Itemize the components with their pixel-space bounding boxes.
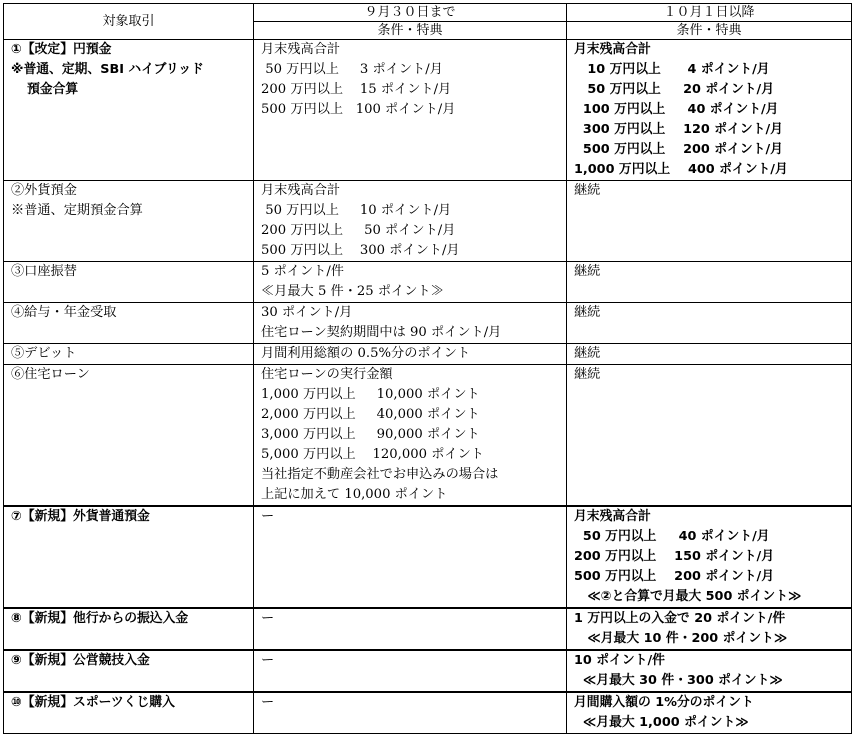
row-after-cell <box>567 608 852 650</box>
cell-line: 300 万円以上 120 ポイント/月 <box>574 122 783 137</box>
header-after-date: １０月１日以降 <box>567 4 852 22</box>
cell-line: ー <box>261 509 275 524</box>
cell-line: 30 ポイント/月 <box>261 305 353 320</box>
cell-line: 月間購入額の 1%分のポイント <box>574 695 754 710</box>
table-row <box>4 303 852 344</box>
header-row-top <box>4 4 852 22</box>
cell-line: ③口座振替 <box>11 264 77 279</box>
row-target-cell <box>4 40 254 181</box>
row-target-cell <box>4 365 254 507</box>
cell-line: 50 万円以上 10 ポイント/月 <box>261 203 452 218</box>
cell-line: ⑨【新規】公営競技入金 <box>11 653 150 668</box>
cell-line: 継続 <box>574 367 601 382</box>
cell-line: ⑥住宅ローン <box>11 367 90 382</box>
cell-line: 月末残高合計 <box>574 42 651 57</box>
cell-line: ≪月最大 10 件・200 ポイント≫ <box>574 631 788 646</box>
cell-line: 3,000 万円以上 90,000 ポイント <box>261 427 480 442</box>
cell-line: 1 万円以上の入金で 20 ポイント/件 <box>574 611 786 626</box>
table-row <box>4 506 852 608</box>
header-before-date: ９月３０日まで <box>254 4 567 22</box>
cell-line: ⑧【新規】他行からの振込入金 <box>11 611 189 626</box>
cell-line: 継続 <box>574 183 601 198</box>
cell-line: 500 万円以上 100 ポイント/月 <box>261 102 456 117</box>
cell-line: 500 万円以上 200 ポイント/月 <box>574 569 775 584</box>
cell-line: 継続 <box>574 346 601 361</box>
cell-line: 住宅ローン契約期間中は 90 ポイント/月 <box>261 325 502 340</box>
cell-line: ⑦【新規】外貨普通預金 <box>11 509 150 524</box>
row-after-cell <box>567 650 852 692</box>
cell-line: ⑩【新規】スポーツくじ購入 <box>11 695 175 710</box>
cell-line: 500 万円以上 200 ポイント/月 <box>574 142 783 157</box>
header-before-sub: 条件・特典 <box>254 22 567 40</box>
cell-line: ④給与・年金受取 <box>11 305 117 320</box>
row-after-cell <box>567 40 852 181</box>
comparison-table <box>3 3 852 734</box>
row-after-cell <box>567 181 852 262</box>
cell-line: 月末残高合計 <box>261 42 341 57</box>
cell-line: 2,000 万円以上 40,000 ポイント <box>261 407 480 422</box>
cell-line: 住宅ローンの実行金額 <box>261 367 393 382</box>
row-before-cell <box>254 303 567 344</box>
cell-line: ー <box>261 611 275 626</box>
row-before-cell <box>254 181 567 262</box>
cell-line: ≪月最大 1,000 ポイント≫ <box>574 715 749 730</box>
cell-line: ≪月最大 30 件・300 ポイント≫ <box>574 673 783 688</box>
table-row <box>4 181 852 262</box>
row-after-cell <box>567 692 852 734</box>
cell-line: ⑤デビット <box>11 346 77 361</box>
table-row <box>4 40 852 181</box>
cell-line: 当社指定不動産会社でお申込みの場合は <box>261 467 499 482</box>
cell-line: ≪月最大 5 件・25 ポイント≫ <box>261 284 444 299</box>
table-row <box>4 650 852 692</box>
cell-line: 上記に加えて 10,000 ポイント <box>261 487 448 502</box>
cell-line: 月末残高合計 <box>261 183 341 198</box>
cell-line: ※普通、定期、SBI ハイブリッド <box>11 62 204 77</box>
cell-line: ※普通、定期預金合算 <box>11 203 143 218</box>
cell-line: 200 万円以上 150 ポイント/月 <box>574 549 775 564</box>
row-after-cell <box>567 365 852 507</box>
row-after-cell <box>567 344 852 365</box>
cell-line: ≪②と合算で月最大 500 ポイント≫ <box>574 589 802 604</box>
cell-line: 1,000 万円以上 400 ポイント/月 <box>574 162 788 177</box>
cell-line: 5,000 万円以上 120,000 ポイント <box>261 447 484 462</box>
cell-line: 200 万円以上 50 ポイント/月 <box>261 223 456 238</box>
row-after-cell <box>567 262 852 303</box>
cell-line: 預金合算 <box>27 82 79 97</box>
table-row <box>4 344 852 365</box>
cell-line: 1,000 万円以上 10,000 ポイント <box>261 387 480 402</box>
row-target-cell <box>4 506 254 608</box>
row-target-cell <box>4 262 254 303</box>
cell-line: 継続 <box>574 264 601 279</box>
table-row <box>4 608 852 650</box>
cell-line: 50 万円以上 3 ポイント/月 <box>261 62 443 77</box>
cell-line: 50 万円以上 40 ポイント/月 <box>574 529 770 544</box>
row-after-cell <box>567 506 852 608</box>
row-after-cell <box>567 303 852 344</box>
row-target-cell <box>4 344 254 365</box>
row-target-cell <box>4 650 254 692</box>
cell-line: 100 万円以上 40 ポイント/月 <box>574 102 779 117</box>
cell-line: 500 万円以上 300 ポイント/月 <box>261 243 460 258</box>
cell-line: 継続 <box>574 305 601 320</box>
row-before-cell <box>254 262 567 303</box>
cell-line: ①【改定】円預金 <box>11 42 112 57</box>
cell-line: ー <box>261 695 275 710</box>
row-before-cell <box>254 40 567 181</box>
header-after-sub: 条件・特典 <box>567 22 852 40</box>
cell-line: ②外貨預金 <box>11 183 77 198</box>
table-row <box>4 692 852 734</box>
row-target-cell <box>4 303 254 344</box>
row-before-cell <box>254 692 567 734</box>
cell-line: 5 ポイント/件 <box>261 264 344 279</box>
cell-line: 月末残高合計 <box>574 509 651 524</box>
header-target: 対象取引 <box>4 4 254 40</box>
table-row <box>4 262 852 303</box>
row-before-cell <box>254 650 567 692</box>
row-before-cell <box>254 365 567 507</box>
row-before-cell <box>254 608 567 650</box>
cell-line: ー <box>261 653 275 668</box>
cell-line: 月間利用総額の 0.5%分のポイント <box>261 346 471 361</box>
table-row <box>4 365 852 507</box>
row-before-cell <box>254 506 567 608</box>
row-target-cell <box>4 692 254 734</box>
cell-line: 10 万円以上 4 ポイント/月 <box>574 62 770 77</box>
cell-line: 10 ポイント/件 <box>574 653 665 668</box>
cell-line: 50 万円以上 20 ポイント/月 <box>574 82 775 97</box>
row-before-cell <box>254 344 567 365</box>
row-target-cell <box>4 181 254 262</box>
row-target-cell <box>4 608 254 650</box>
cell-line: 200 万円以上 15 ポイント/月 <box>261 82 452 97</box>
